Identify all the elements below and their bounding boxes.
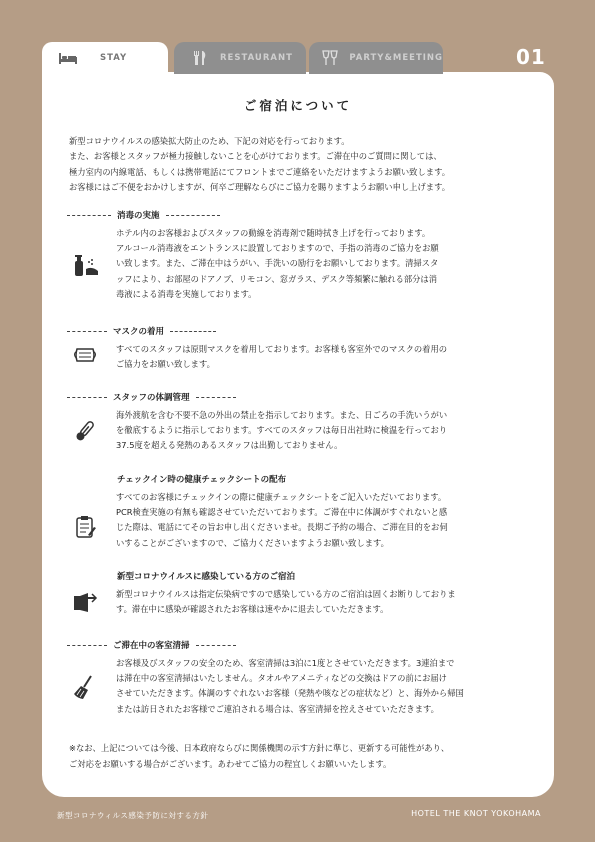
intro-line: 極力室内の内線電話、もしくは携帯電話にてフロントまでご連絡をいただけますようお願い致します。 [69,166,450,177]
body-line: アルコール消毒液をエントランスに設置しておりますので、手指の消毒のご協力をお願 [116,243,439,254]
section-health-check [67,472,532,551]
body-line: させていただきます。体調のすぐれないお客様（発熱や咳などの症状など）と、海外から帰国 [116,688,464,699]
section-heading [67,638,532,652]
section-mask [67,324,532,372]
section-heading [67,472,532,486]
body-line: 海外渡航を含む不要不急の外出の禁止を指示しております。また、日ごろの手洗いうがい [116,410,448,420]
section-heading [67,390,532,404]
glasses-icon [319,50,341,66]
section-heading [67,569,532,583]
section-heading-label: スタッフの体調管理 [113,393,190,403]
body-line: いすることがございますので、ご協力くださいますようお願い致します。 [116,537,389,548]
section-heading-label: チェックイン時の健康チェックシートの配布 [117,475,287,485]
content-card [42,72,554,797]
mask-icon [70,340,100,370]
page-title: ご宿泊について [243,98,353,113]
tab-party-meeting[interactable] [309,42,443,74]
section-room-cleaning [67,638,532,717]
body-line: す。滞在中に感染が確認されたお客様は速やかに退去していただきます。 [116,604,389,615]
checklist-icon [70,512,100,542]
body-line: すべてのお客様にチェックインの際に健康チェックシートをご記入いただいております。 [116,492,447,502]
section-body [116,656,532,717]
intro-line: 新型コロナウイルスの感染拡大防止のため、下記の対応を行っております。 [69,136,350,146]
no-entry-icon [70,587,100,617]
body-line: お客様及びスタッフの安全のため、客室清掃は3泊に1度とさせていただきます。3連泊まで [116,658,455,668]
tab-restaurant[interactable] [174,42,306,74]
fork-knife-icon [188,50,212,66]
body-line: を徹底するように指示しております。すべてのスタッフは毎日出社時に検温を行っており [116,425,448,436]
bed-icon [56,50,80,66]
tab-party-label: PARTY&MEETING [349,53,443,63]
tab-stay-label: STAY [100,53,128,63]
section-heading-label: 消毒の実施 [117,211,160,221]
body-line: PCR検査実施の有無も確認させていただいております。ご滞在中に体調がすぐれないと感 [116,507,448,518]
sanitizer-spray-icon [70,250,100,280]
intro-text [69,134,539,196]
section-heading-label: ご滞在中の客室清掃 [113,641,190,651]
section-body [116,342,532,372]
footer-document-title: 新型コロナウィルス感染予防に対する方針 [57,811,209,820]
section-infected-guests [67,569,532,617]
body-line: または訪日されたお客様でご連泊される場合は、客室清掃を控えさせていただきます。 [116,703,439,714]
footer-hotel-name: HOTEL THE KNOT YOKOHAMA [411,809,541,818]
intro-line: お客様にはご不便をおかけしますが、何卒ご理解ならびにご協力を賜りますようお願い申し上げます。 [69,182,450,193]
body-line: じた際は、電話にてその旨お申し出くださいませ。長期ご予約の場合、ご滞在目的をお伺 [116,522,448,533]
section-body [116,587,532,617]
body-line: ホテル内のお客様およびスタッフの動線を消毒剤で随時拭き上げを行っております。 [116,228,431,238]
section-staff-health [67,390,532,454]
closing-note [69,740,449,772]
body-line: 37.5度を超える発熱のあるスタッフは出勤しておりません。 [116,440,343,451]
section-body [116,226,532,302]
note-line: ご対応をお願いする場合がございます。あわせてご協力の程宜しくお願いいたします。 [69,759,392,769]
section-heading [67,208,532,222]
broom-icon [70,672,100,702]
body-line: ッフにより、お部屋のドアノブ、リモコン、窓ガラス、デスク等頻繁に触れる部分は消 [116,273,438,284]
body-line: 新型コロナウイルスは指定伝染病ですので感染している方のご宿泊は固くお断りしておりま [116,589,456,599]
section-heading-label: 新型コロナウイルスに感染している方のご宿泊 [117,572,295,582]
section-body [116,408,532,454]
body-line: は滞在中の客室清掃はいたしません。タオルやアメニティなどの交換はドアの前にお届け [116,673,447,684]
body-line: い致します。また、ご滞在中はうがい、手洗いの励行をお願いしております。清掃スタ [116,258,439,269]
tab-stay[interactable] [42,42,168,74]
page-number: 01 [516,45,546,69]
body-line: すべてのスタッフは原則マスクを着用しております。お客様も客室外でのマスクの着用の [116,344,448,354]
tab-restaurant-label: RESTAURANT [220,53,293,63]
thermometer-icon [70,416,100,446]
note-line: ※なお、上記については今後、日本政府ならびに関係機関の示す方針に準じ、更新する可能性があり、 [69,743,450,753]
intro-line: また、お客様とスタッフが極力接触しないことを心がけております。ご滞在中のご質問に関しては、 [69,151,442,162]
section-heading-label: マスクの着用 [113,327,165,337]
body-line: ご協力をお願い致します。 [116,359,215,370]
body-line: 毒液による消毒を実施しております。 [116,288,257,299]
section-disinfection [67,208,532,302]
section-body [116,490,532,551]
section-heading [67,324,532,338]
